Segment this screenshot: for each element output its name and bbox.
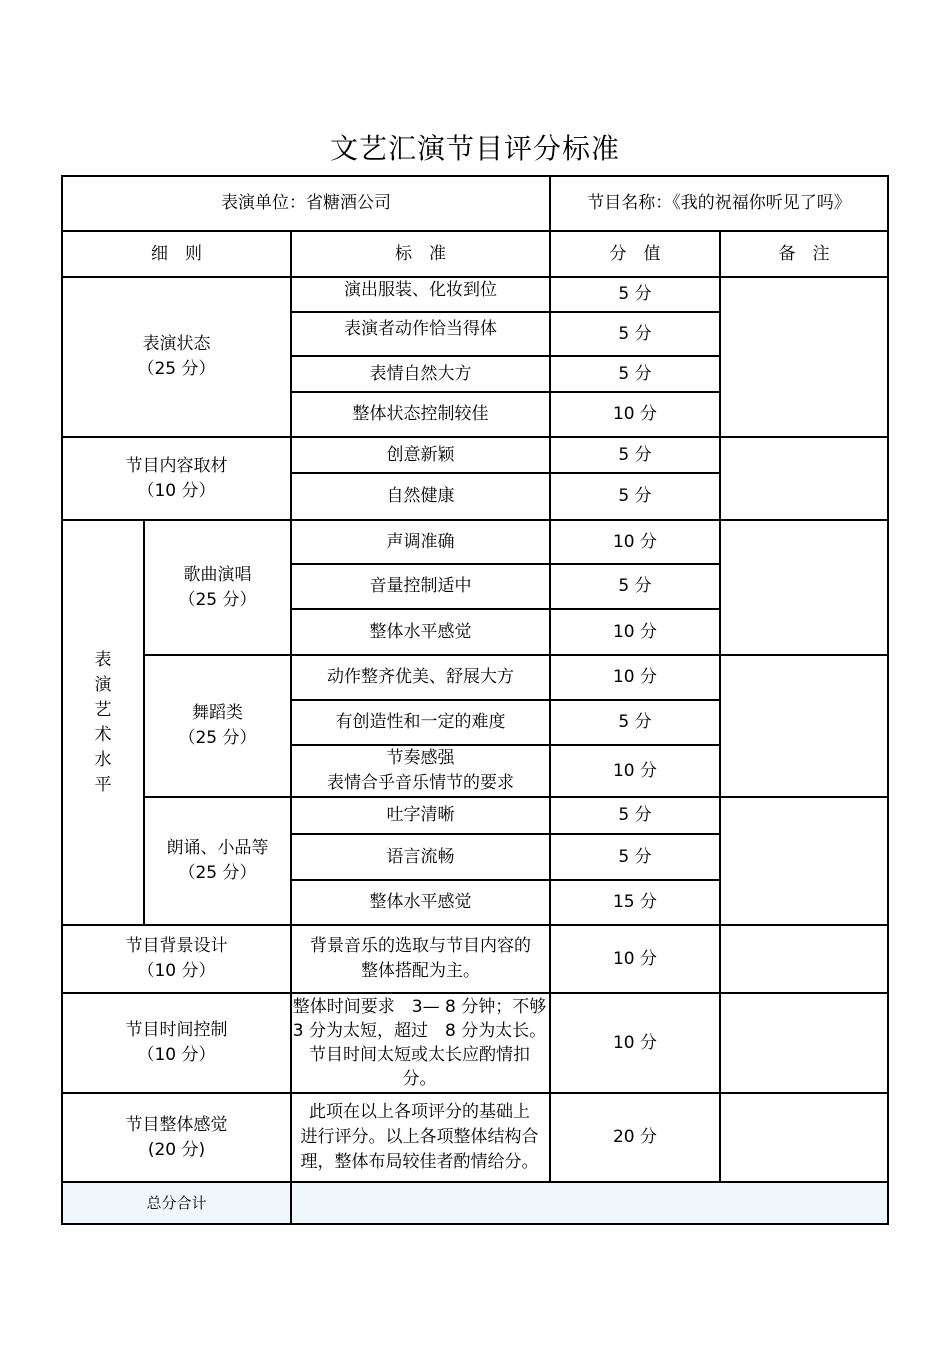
category-time [63, 994, 290, 1092]
performing-unit: 表演单位：省糖酒公司 [221, 193, 391, 213]
standard-cell: 整体水平感觉 [369, 621, 472, 642]
standard-cell: 音量控制适中 [369, 576, 472, 596]
standard-cell: 整体状态控制较佳 [352, 404, 489, 424]
score-cell: 10 分 [612, 621, 658, 642]
vertical-char: 术 [94, 724, 112, 745]
standard-cell [290, 1094, 549, 1181]
category-score: （10 分） [137, 961, 216, 981]
standard-cell [292, 746, 549, 796]
score-cell: 5 分 [618, 486, 652, 506]
standard-line: 分。 [402, 1069, 437, 1089]
standard-line: 此项在以上各项评分的基础上 [309, 1102, 530, 1122]
standard-line: 理，整体布局较佳者酌情给分。 [300, 1152, 539, 1172]
category-overall [63, 1094, 290, 1181]
standard-cell: 自然健康 [386, 486, 455, 506]
score-cell: 5 分 [618, 846, 652, 867]
column-header-score: 分 值 [609, 243, 661, 264]
vertical-char: 平 [94, 774, 112, 795]
category-score: （10 分） [137, 1045, 216, 1065]
standard-cell: 表演者动作恰当得体 [344, 319, 497, 339]
column-header-remarks: 备 注 [778, 243, 830, 264]
score-cell: 20 分 [612, 1127, 658, 1147]
category-background [63, 926, 290, 992]
standard-line: 节目时间太短或太长应酌情扣 [309, 1045, 530, 1065]
subcategory-dance [145, 656, 290, 796]
score-cell: 10 分 [612, 948, 658, 969]
score-cell: 5 分 [618, 444, 652, 465]
standard-line: 整体搭配为主。 [361, 961, 480, 981]
standard-line: 3 分为太短，超过 8 分为太长。 [292, 1021, 547, 1041]
score-cell: 10 分 [612, 1032, 658, 1053]
total-label: 总分合计 [146, 1193, 207, 1212]
category-label: 表演状态 [142, 334, 211, 354]
subcategory-label: 舞蹈类 [192, 703, 243, 723]
column-divider [719, 230, 721, 1183]
standard-cell: 声调准确 [386, 531, 455, 552]
subcategory-score: （25 分） [178, 728, 257, 748]
category-label: 节目背景设计 [125, 936, 228, 956]
subcategory-recital [145, 798, 290, 924]
column-header-standard: 标 准 [395, 243, 446, 264]
subcategory-label: 歌曲演唱 [183, 564, 252, 585]
category-score: （10 分） [137, 480, 216, 501]
standard-line: 表情合乎音乐情节的要求 [327, 773, 514, 793]
standard-line: 进行评分。以上各项整体结构合 [300, 1127, 539, 1147]
subcategory-score: （25 分） [178, 589, 257, 610]
vertical-char: 艺 [94, 699, 112, 720]
standard-cell: 演出服装、化妆到位 [344, 280, 497, 300]
score-cell: 5 分 [618, 323, 652, 344]
vertical-char: 表 [94, 649, 112, 670]
score-cell: 5 分 [618, 805, 652, 825]
table-border-bottom [61, 1223, 889, 1225]
program-name: 节目名称：《我的祝福你听见了吗》 [587, 193, 851, 213]
score-cell: 10 分 [612, 667, 658, 687]
score-cell: 10 分 [612, 404, 658, 424]
vertical-char: 水 [94, 749, 112, 770]
category-art-level [63, 521, 143, 924]
score-cell: 10 分 [612, 531, 658, 552]
score-cell: 5 分 [618, 284, 652, 304]
standard-line: 整体时间要求 3— 8 分钟；不够 [292, 997, 547, 1017]
category-content [63, 438, 290, 519]
standard-cell [290, 994, 549, 1092]
standard-cell: 创意新颖 [386, 444, 455, 465]
subcategory-score: （25 分） [178, 863, 257, 883]
category-label: 节目整体感觉 [125, 1114, 228, 1135]
score-cell: 5 分 [618, 712, 652, 732]
vertical-char: 演 [94, 674, 112, 695]
score-cell: 15 分 [612, 892, 658, 912]
standard-cell: 表情自然大方 [369, 363, 472, 384]
category-score: (20 分) [147, 1139, 206, 1160]
score-cell: 5 分 [618, 576, 652, 596]
subcategory-singing [145, 521, 290, 654]
page-title: 文艺汇演节目评分标准 [329, 132, 620, 165]
table-border-right [887, 175, 889, 1225]
standard-line: 背景音乐的选取与节目内容的 [310, 936, 531, 956]
score-cell: 5 分 [618, 363, 652, 384]
category-score: （25 分） [137, 359, 216, 379]
standard-cell: 吐字清晰 [386, 805, 455, 825]
standard-cell: 整体水平感觉 [369, 892, 472, 912]
total-value[interactable] [292, 1183, 887, 1223]
column-header-rules: 细 则 [151, 243, 202, 264]
standard-cell: 有创造性和一定的难度 [335, 712, 506, 732]
standard-cell: 动作整齐优美、舒展大方 [327, 667, 514, 687]
category-label: 节目时间控制 [125, 1020, 228, 1040]
standard-line: 节奏感强 [386, 748, 455, 768]
score-cell: 10 分 [612, 760, 658, 781]
standard-cell [292, 926, 549, 992]
subcategory-label: 朗诵、小品等 [166, 838, 269, 858]
category-performance-state [63, 278, 290, 436]
standard-cell: 语言流畅 [386, 846, 455, 867]
category-label: 节目内容取材 [125, 455, 228, 476]
